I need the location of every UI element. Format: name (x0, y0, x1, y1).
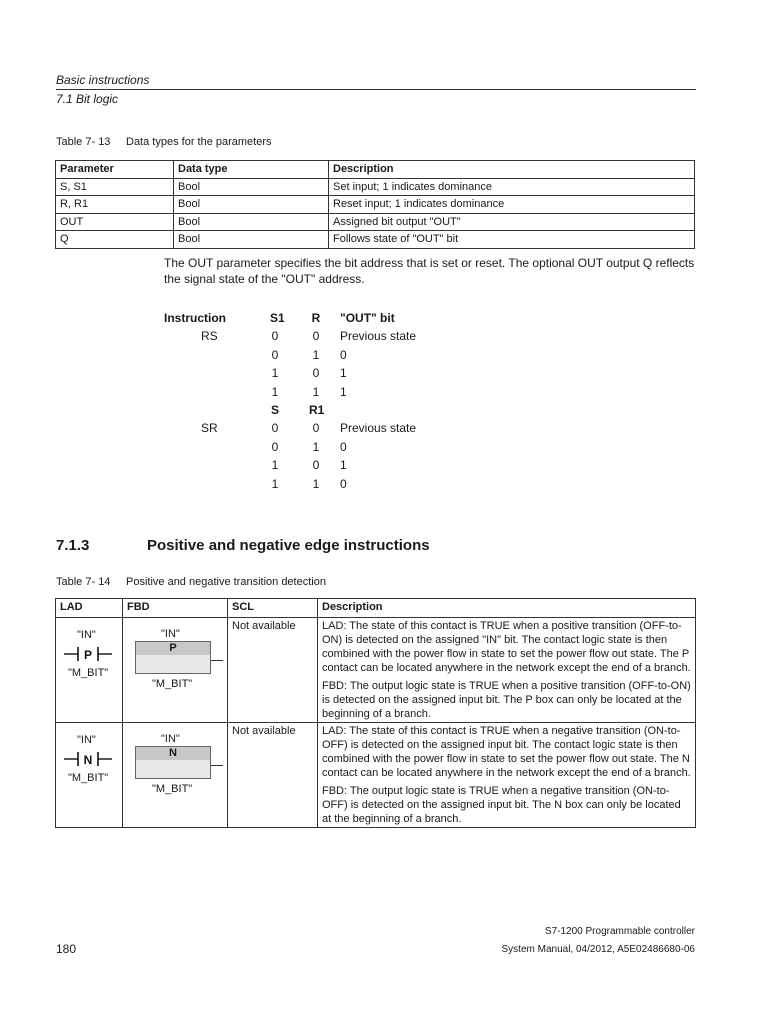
caption-title: Positive and negative transition detection (126, 576, 326, 588)
header-rule (56, 89, 696, 90)
truth-cell: 1 (340, 366, 347, 381)
fbd-in-label: "IN" (161, 733, 180, 745)
scl-cell: Not available (228, 723, 318, 828)
scl-cell: Not available (228, 618, 318, 723)
section-title: Positive and negative edge instructions (147, 537, 430, 554)
truth-cell: 0 (312, 421, 320, 436)
table-row (56, 213, 695, 231)
table-cell: Follows state of "OUT" bit (329, 231, 695, 249)
fbd-mbit-label: "M_BIT" (152, 783, 193, 795)
table-cell: Bool (174, 178, 329, 196)
running-header-chapter: Basic instructions (56, 73, 150, 87)
truth-cell: 1 (271, 384, 279, 399)
table-cell: Assigned bit output "OUT" (329, 213, 695, 231)
truth-cell: 1 (312, 384, 320, 399)
running-header-section: 7.1 Bit logic (56, 92, 119, 106)
page-number: 180 (56, 942, 77, 956)
table-7-13-caption (56, 136, 272, 148)
table-cell: S, S1 (56, 178, 174, 196)
contact-letter: N (83, 753, 93, 767)
truth-cell: 1 (340, 384, 347, 399)
n-contact-icon (64, 751, 116, 767)
truth-header-cell: "OUT" bit (340, 311, 395, 325)
truth-cell: 0 (340, 439, 347, 454)
truth-cell: 1 (271, 476, 279, 491)
table-cell: Bool (174, 196, 329, 214)
truth-cell: 0 (271, 347, 279, 362)
truth-cell: 0 (271, 421, 279, 436)
column-header: SCL (228, 599, 318, 618)
box-letter: N (136, 747, 210, 760)
lad-cell (56, 723, 123, 828)
parameter-data-types-table (55, 160, 695, 249)
table-row (56, 178, 695, 196)
table-cell: Q (56, 231, 174, 249)
caption-title: Data types for the parameters (126, 136, 272, 148)
caption-number: Table 7- 14 (56, 576, 111, 588)
table-row (56, 618, 696, 723)
column-header: Parameter (56, 161, 174, 179)
contact-letter: P (83, 648, 93, 662)
p-contact-icon (64, 646, 116, 662)
caption-number: Table 7- 13 (56, 136, 111, 148)
lad-p-contact (60, 619, 118, 719)
truth-cell: 0 (312, 458, 320, 473)
truth-cell: 1 (312, 439, 320, 454)
fbd-cell (123, 723, 228, 828)
truth-cell: 0 (312, 366, 320, 381)
truth-cell: 1 (271, 366, 279, 381)
table-cell: Reset input; 1 indicates dominance (329, 196, 695, 214)
lad-cell (56, 618, 123, 723)
table-cell: R, R1 (56, 196, 174, 214)
truth-cell: 1 (312, 347, 320, 362)
lad-in-label: "IN" (77, 734, 96, 746)
box-output-line (211, 765, 223, 766)
table-cell: OUT (56, 213, 174, 231)
truth-cell: 1 (271, 458, 279, 473)
column-header: LAD (56, 599, 123, 618)
box-letter: P (136, 642, 210, 655)
n-box-icon (135, 746, 211, 779)
fbd-mbit-label: "M_BIT" (152, 678, 193, 690)
table-cell: Bool (174, 231, 329, 249)
truth-header-cell: S1 (270, 311, 285, 325)
fbd-description: FBD: The output logic state is TRUE when a positive transition (OFF-to-ON) is detected on the assigned input bit. The P box can only be located at the beginning of a branch. (322, 680, 691, 720)
column-header: FBD (123, 599, 228, 618)
table-cell: Set input; 1 indicates dominance (329, 178, 695, 196)
fbd-p-box (127, 619, 223, 719)
column-header: Description (318, 599, 696, 618)
lad-description: LAD: The state of this contact is TRUE when a positive transition (OFF-to-ON) is detected on the assigned "IN" bit. The contact logic state is then combined with the power flow in state to set the power flow out state. The P contact can be located anywhere in the network except the end of a branch. (322, 620, 691, 674)
footer-manual: System Manual, 04/2012, A5E02486680-06 (501, 944, 695, 955)
lad-mbit-label: "M_BIT" (68, 772, 109, 784)
truth-header-cell: Instruction (164, 311, 226, 325)
truth-cell: 0 (312, 329, 320, 344)
footer-product: S7-1200 Programmable controller (544, 926, 695, 937)
transition-detection-table (55, 598, 696, 828)
lad-mbit-label: "M_BIT" (68, 667, 109, 679)
fbd-in-label: "IN" (161, 628, 180, 640)
truth-cell: 0 (271, 329, 279, 344)
truth-cell: 0 (340, 347, 347, 362)
description-cell (318, 723, 696, 828)
table-header-row (56, 161, 695, 179)
p-box-icon (135, 641, 211, 674)
section-number: 7.1.3 (56, 537, 90, 554)
table-7-14-caption (56, 576, 326, 588)
table-row (56, 196, 695, 214)
column-header: Data type (174, 161, 329, 179)
table-row (56, 231, 695, 249)
truth-header-cell: R1 (309, 402, 325, 417)
truth-cell: 1 (312, 476, 320, 491)
table-row (56, 723, 696, 828)
instruction-label-rs: RS (201, 329, 218, 344)
table-header-row (56, 599, 696, 618)
truth-cell: 0 (340, 476, 347, 491)
description-cell (318, 618, 696, 723)
instruction-label-sr: SR (201, 421, 218, 436)
truth-header-cell: S (270, 402, 279, 417)
truth-cell: Previous state (340, 329, 417, 344)
truth-cell: 1 (340, 458, 347, 473)
lad-description: LAD: The state of this contact is TRUE when a negative transition (ON-to-OFF) is detected on the assigned input bit. The contact logic state is then combined with the power flow in state to set the power flow out state. The N contact can be located anywhere in the network except the end of a branch. (322, 725, 691, 779)
fbd-n-box (127, 724, 223, 824)
lad-in-label: "IN" (77, 629, 96, 641)
lad-n-contact (60, 724, 118, 824)
truth-cell: Previous state (340, 421, 417, 436)
column-header: Description (329, 161, 695, 179)
truth-cell: 0 (271, 439, 279, 454)
box-output-line (211, 660, 223, 661)
table-cell: Bool (174, 213, 329, 231)
fbd-description: FBD: The output logic state is TRUE when a negative transition (ON-to-OFF) is detected on the assigned input bit. The N box can only be located at the beginning of a branch. (322, 785, 681, 825)
truth-header-cell: R (311, 311, 321, 325)
out-parameter-paragraph: The OUT parameter specifies the bit address that is set or reset. The optional OUT output Q reflects the signal state of the "OUT" address. (164, 256, 695, 286)
fbd-cell (123, 618, 228, 723)
